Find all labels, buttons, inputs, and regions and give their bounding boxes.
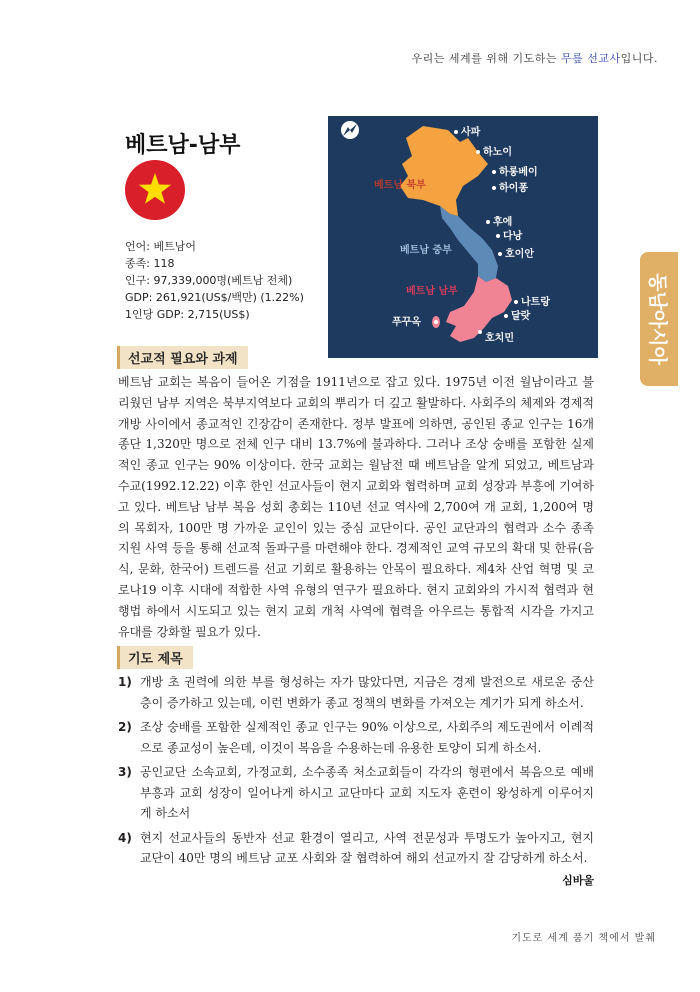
vietnam-map: [328, 116, 598, 358]
map-city-hue: 후에: [493, 217, 513, 228]
map-region-north: [400, 126, 488, 216]
prayer-item-text: 조상 숭배를 포함한 실제적인 종교 인구는 90% 이상으로, 사회주의 제도권에서 이례적으로 종교성이 높은데, 이것이 복음을 수용하는데 유용한 토양이 되게 하소서.: [140, 720, 594, 755]
section-mission-needs-body: 베트남 교회는 복음이 들어온 기점을 1911년으로 잡고 있다. 1975년 이전 월남이라고 불리웠던 남부 지역은 북부지역보다 교회의 뿌리가 더 깊고 활발하다. 사회주의 체제와 경제적 개방 사이에서 종교적인 긴장감이 존재한다. 정부 발표에 의하면, 공인된 종교 인구는 16개 종단 1,320만 명으로 전체 인구 대비 13.7%에 불과하다. 그러나 조상 숭배를 포함한 실제적인 종교 인구는 90% 이상이다. 한국 교회는 월남전 때 베트남을 알게 되었고, 베트남과 수교(1992.12.22) 이후 한인 선교사들이 현지 교회와 협력하며 교회 성장과 부흥에 기여하고 있다. 베트남 남부 복음 성회 총회는 110년 선교 역사에 2,700여 개 교회, 1,200여 명의 목회자, 100만 명 가까운 교인이 있는 중심 교단이다. 공인 교단과의 협력과 소수 종족 지원 사역 등을 통해 선교적 돌파구를 마련해야 한다. 경제적인 교역 규모의 확대 및 한류(음식, 문화, 한국어) 트렌드를 선교 기회로 활용하는 안목이 필요하다. 제4차 산업 혁명 및 코로나19 이후 시대에 적합한 사역 유형의 연구가 필요하다. 현지 교회와의 가시적 협력과 현행법 하에서 시도되고 있는 현지 교회 개척 사역에 협력을 아우르는 통합적 시각을 가지고 유대를 강화할 필요가 있다.: [118, 375, 594, 639]
prayer-item: [118, 717, 594, 758]
map-city-halong-bay: 하롱베이: [499, 167, 538, 178]
prayer-item-number: 2): [118, 720, 132, 734]
prayer-item: [118, 672, 594, 713]
header-tagline-before: 우리는 세계를 위해 기도하는: [411, 52, 561, 65]
country-title: 베트남-남부: [125, 133, 241, 158]
prayer-item-number: 3): [118, 765, 132, 779]
header-tagline-highlight: 무릎 선교사: [560, 52, 621, 65]
country-info: [125, 238, 304, 323]
map-city-ho-chi-minh: 호치민: [485, 333, 514, 344]
prayer-item-text: 현지 선교사들의 동반자 선교 환경이 열리고, 사역 전문성과 투명도가 높아지고, 현지 교단이 40만 명의 베트남 교포 사회와 잘 협력하여 해외 선교까지 잘 감당하게 하소서.: [140, 830, 594, 865]
prayer-item: [118, 828, 594, 869]
info-ethnic-groups: 종족: 118: [125, 257, 175, 270]
info-language: 언어: 베트남어: [125, 240, 196, 253]
info-population: 인구: 97,339,000명(베트남 전체): [125, 274, 293, 287]
map-city-danang: 다낭: [503, 231, 523, 242]
map-city-hoian: 호이안: [505, 249, 534, 260]
map-city-hanoi: 하노이: [483, 147, 512, 158]
prayer-item-text: 개방 초 권력에 의한 부를 형성하는 자가 많았다면, 지금은 경제 발전으로 새로운 중산층이 증가하고 있는데, 이런 변화가 종교 정책의 변화를 가져오는 계기가 되게 하소서.: [140, 675, 594, 710]
vietnam-flag-icon: [125, 160, 185, 220]
map-label-north: 베트남 북부: [374, 180, 426, 191]
section-mission-needs-label: 선교적 필요와 과제: [117, 346, 248, 369]
map-city-haiphong: 하이퐁: [499, 183, 528, 194]
vietnam-map-svg: [328, 116, 598, 358]
header-tagline-after: 입니다.: [620, 52, 658, 65]
prayer-item: [118, 762, 594, 824]
flag-star-icon: [135, 170, 175, 210]
prayer-list: [118, 672, 594, 873]
info-gdp: GDP: 261,921(US$/백만) (1.22%): [125, 291, 304, 304]
compass-icon: [341, 121, 359, 139]
map-label-central: 베트남 중부: [400, 245, 452, 256]
info-gdp-per-capita: 1인당 GDP: 2,715(US$): [125, 308, 250, 321]
map-city-nha-trang: 나트랑: [521, 297, 550, 308]
prayer-item-number: 4): [118, 830, 132, 845]
region-side-tab-label: 동남아시아: [646, 273, 669, 365]
header-tagline: [411, 50, 658, 66]
map-city-phu-quoc: 푸꾸옥: [392, 317, 421, 328]
prayer-item-text: 공인교단 소속교회, 가정교회, 소수종족 처소교회들이 각각의 형편에서 복음으로 예배 부흥과 교회 성장이 일어나게 하시고 교단마다 교회 지도자 훈련이 왕성하게 이루어지게 하소서: [140, 765, 594, 820]
section-prayer-topics-label: 기도 제목: [117, 646, 193, 669]
region-side-tab: [640, 252, 678, 386]
map-city-sapa: 사파: [461, 127, 481, 138]
map-label-south: 베트남 남부: [406, 286, 458, 297]
prayer-item-number: 1): [118, 675, 132, 689]
map-region-central: [440, 206, 498, 282]
map-city-dalat: 달랏: [511, 311, 531, 322]
author-name: 심바울: [562, 874, 594, 887]
footer-tagline: 기도로 세계 품기 책에서 발췌: [511, 933, 656, 944]
